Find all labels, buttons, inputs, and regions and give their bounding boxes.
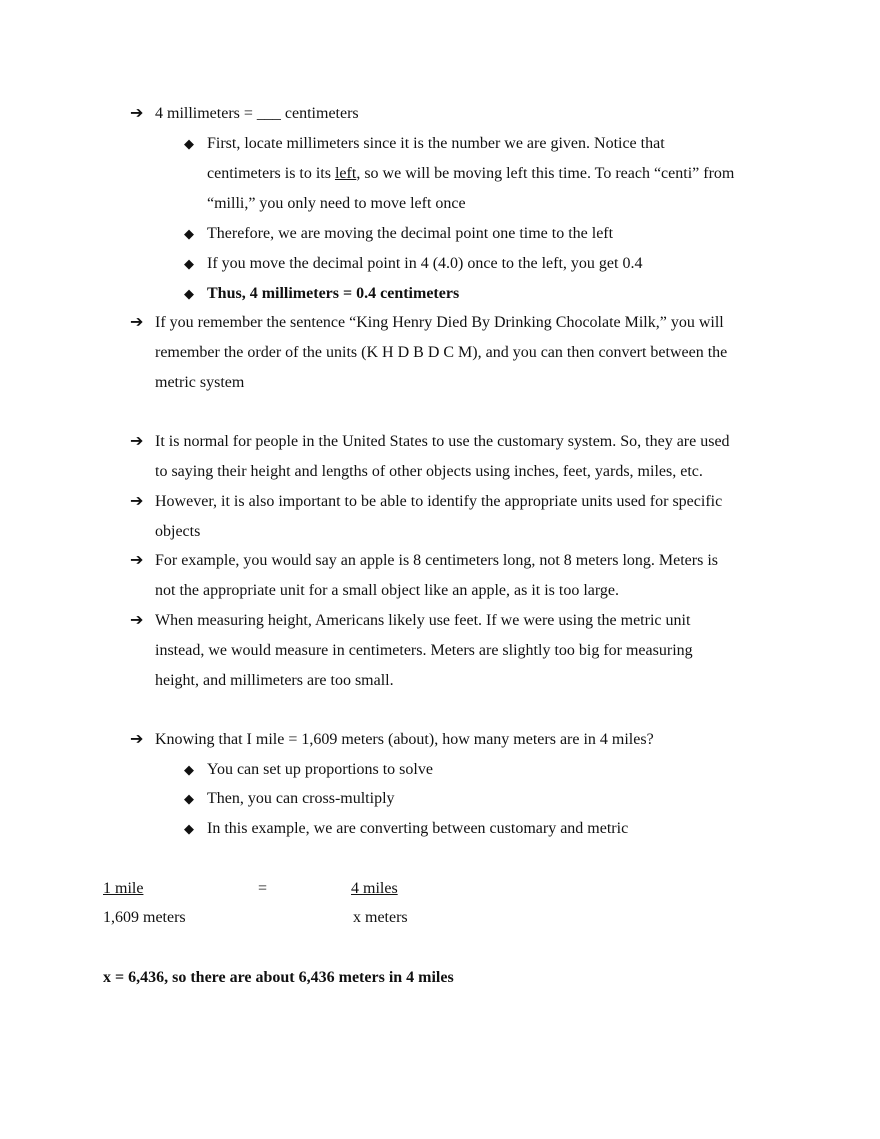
example-heading: 4 millimeters = ___ centimeters [155, 105, 359, 122]
paragraph-text: instead, we would measure in centimeters. Meters are slightly too big for measuring [155, 642, 693, 659]
proportion-left-denominator: 1,609 meters [103, 909, 186, 926]
arrow-bullet-icon: ➔ [130, 493, 144, 510]
paragraph-text: objects [155, 523, 201, 540]
diamond-bullet-icon: ◆ [184, 136, 194, 151]
paragraph-text: to saying their height and lengths of other objects using inches, feet, yards, miles, etc. [155, 463, 703, 480]
paragraph-text: height, and millimeters are too small. [155, 672, 394, 689]
paragraph-text: However, it is also important to be able to identify the appropriate units used for specific [155, 493, 723, 510]
step-text: Therefore, we are moving the decimal point one time to the left [207, 225, 614, 242]
paragraph-text: When measuring height, Americans likely use feet. If we were using the metric unit [155, 612, 691, 629]
arrow-bullet-icon: ➔ [130, 105, 144, 122]
diamond-bullet-icon: ◆ [184, 256, 194, 271]
text-segment: centimeters is to its [207, 165, 335, 182]
proportion-equals: = [258, 880, 268, 897]
diamond-bullet-icon: ◆ [184, 286, 194, 301]
step-result: Thus, 4 millimeters = 0.4 centimeters [207, 285, 460, 302]
step-text: “milli,” you only need to move left once [207, 195, 466, 212]
diamond-bullet-icon: ◆ [184, 791, 194, 806]
arrow-bullet-icon: ➔ [130, 612, 144, 629]
proportion-right-denominator: x meters [353, 909, 408, 926]
step-text: If you move the decimal point in 4 (4.0) once to the left, you get 0.4 [207, 255, 643, 272]
mnemonic-text: remember the order of the units (K H D B D C M), and you can then convert between the [155, 344, 728, 361]
paragraph-text: not the appropriate unit for a small object like an apple, as it is too large. [155, 582, 620, 599]
underlined-word: left [334, 165, 357, 182]
step-text: Then, you can cross-multiply [207, 790, 395, 807]
answer-text: x = 6,436, so there are about 6,436 meters in 4 miles [103, 969, 454, 986]
question-text: Knowing that I mile = 1,609 meters (about), how many meters are in 4 miles? [155, 731, 654, 748]
proportion-left-numerator: 1 mile [103, 880, 144, 897]
proportion-right-numerator: 4 miles [351, 880, 398, 897]
arrow-bullet-icon: ➔ [130, 552, 144, 569]
step-text: In this example, we are converting between customary and metric [207, 820, 629, 837]
arrow-bullet-icon: ➔ [130, 314, 144, 331]
step-text: First, locate millimeters since it is the number we are given. Notice that [207, 135, 665, 152]
text-segment: , so we will be moving left this time. To reach “centi” from [356, 165, 735, 182]
arrow-bullet-icon: ➔ [130, 433, 144, 450]
step-text: You can set up proportions to solve [207, 761, 433, 778]
arrow-bullet-icon: ➔ [130, 731, 144, 748]
paragraph-text: It is normal for people in the United States to use the customary system. So, they are used [155, 433, 730, 450]
paragraph-text: For example, you would say an apple is 8 centimeters long, not 8 meters long. Meters is [155, 552, 718, 569]
step-text [207, 164, 734, 184]
mnemonic-text: metric system [155, 374, 245, 391]
diamond-bullet-icon: ◆ [184, 226, 194, 241]
diamond-bullet-icon: ◆ [184, 762, 194, 777]
diamond-bullet-icon: ◆ [184, 821, 194, 836]
mnemonic-text: If you remember the sentence “King Henry Died By Drinking Chocolate Milk,” you will [155, 314, 724, 331]
